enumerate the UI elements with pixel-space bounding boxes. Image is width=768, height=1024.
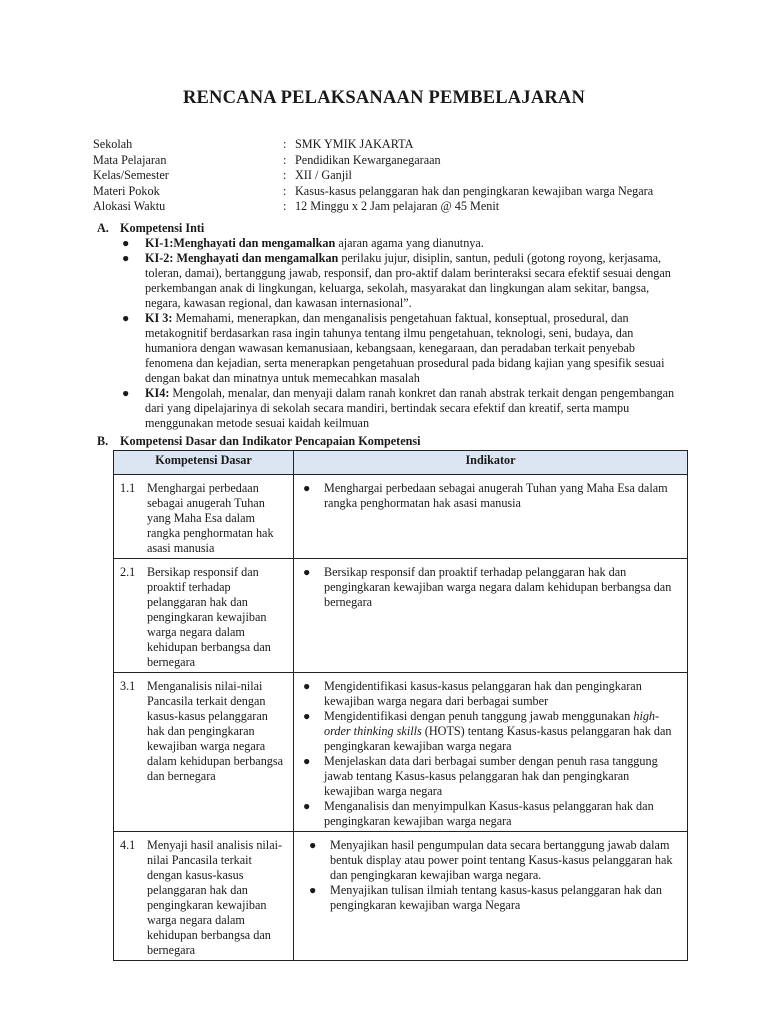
indikator-text: Menyajikan hasil pengumpulan data secara bertanggung jawab dalam bentuk display atau power point tentang Kasus-kasus pelanggaran hak dan pengingkaran kewajiban warga negara. [330,838,673,882]
column-header-kd: Kompetensi Dasar [114,451,294,475]
list-item [300,481,681,511]
info-row [93,184,653,200]
info-value: 12 Minggu x 2 Jam pelajaran @ 45 Menit [295,199,500,213]
indikator-text-part: (HOTS) tentang Kasus-kasus pelanggaran hak dan pengingkaran kewajiban warga negara [324,724,672,753]
info-label: Materi Pokok [93,183,160,198]
table-row [114,475,688,559]
ki-label: KI-2: Menghayati dan mengamalkan [145,251,339,265]
list-item [306,883,681,913]
section-letter: A. [97,221,109,235]
indikator-cell [294,475,688,559]
list-item [300,754,681,799]
table-row [114,559,688,673]
info-row [93,199,653,215]
indikator-text: Menghargai perbedaan sebagai anugerah Tuhan yang Maha Esa dalam rangka penghormatan hak asasi manusia [324,481,668,510]
page-title: RENCANA PELAKSANAAN PEMBELAJARAN [182,88,586,108]
kd-number: 1.1 [120,481,136,495]
list-item [120,236,680,251]
indikator-text: Menyajikan tulisan ilmiah tentang kasus-kasus pelanggaran hak dan pengingkaran kewajiban warga Negara [330,883,663,912]
indikator-text-part: Mengidentifikasi dengan penuh tanggung jawab menggunakan [324,709,634,723]
section-title: Kompetensi Dasar dan Indikator Pencapaian Kompetensi [120,434,421,448]
indikator-cell [294,673,688,832]
ki-text: Memahami, menerapkan, dan menganalisis pengetahuan faktual, konseptual, prosedural, dan metakognitif berdasarkan rasa ingin tahunya tentang ilmu pengetahuan, teknologi, seni, budaya, dan humaniora dengan wawasan kemanusiaan, kebangsaan, kenegaraan, dan peradaban terkait penyebab fenomena dan kejadian, serta menerapkan pengetahuan prosedural pada bidang kajian yang spesifik sesuai dengan bakat dan minatnya untuk memecahkan masalah [145,311,665,385]
kd-text: Menghargai perbedaan sebagai anugerah Tuhan yang Maha Esa dalam rangka penghormatan hak asasi manusia [147,481,274,555]
kd-cell [114,832,294,961]
info-block [93,137,653,215]
indikator-cell [294,832,688,961]
info-row [93,137,653,153]
info-label: Sekolah [93,137,133,151]
ki-text: perilaku jujur, disiplin, santun, peduli (gotong royong, kerjasama, toleran, damai), bertanggung jawab, responsif, dan pro-aktif dalam berinteraksi secara efektif sesuai dengan perkembangan anak di lingkungan, keluarga, sekolah, masyarakat dan lingkungan alam sekitar, bangsa, negara, kawasan regional, dan kawasan internasional”. [145,251,671,310]
column-header-indikator: Indikator [294,451,688,475]
info-separator: : [283,137,287,151]
list-item [306,838,681,883]
kd-number: 4.1 [120,838,136,852]
kd-text: Menyaji hasil analisis nilai-nilai Pancasila terkait dengan kasus-kasus pelanggaran hak dan pengingkaran kewajiban warga negara dalam kehidupan berbangsa dan bernegara [147,838,283,957]
kd-cell [114,559,294,673]
kd-cell [114,673,294,832]
ki-text: Mengolah, menalar, dan menyaji dalam ranah konkret dan ranah abstrak terkait dengan pengembangan dari yang dipelajarinya di sekolah secara mandiri, bertindak secara efektif dan kreatif, serta mampu menggunakan metode sesuai kaidah keilmuan [145,386,675,430]
info-value: SMK YMIK JAKARTA [295,137,414,151]
bullet-icon: ● [122,251,130,265]
info-value: XII / Ganjil [295,168,352,182]
bullet-icon: ● [303,799,311,813]
info-label: Mata Pelajaran [93,152,167,167]
indikator-text: Bersikap responsif dan proaktif terhadap pelanggaran hak dan pengingkaran kewajiban warga negara dalam kehidupan berbangsa dan bernegara [324,565,672,609]
list-item [120,386,680,431]
table-row [114,832,688,961]
bullet-icon: ● [303,481,311,495]
info-separator: : [283,199,287,213]
indikator-text: Menganalisis dan menyimpulkan Kasus-kasus pelanggaran hak dan pengingkaran kewajiban warga negara [324,799,654,828]
bullet-icon: ● [309,838,317,852]
ki-label: KI 3: [145,311,173,325]
info-separator: : [283,168,287,182]
info-row [93,153,653,169]
ki-label: KI-1:Menghayati dan mengamalkan [145,236,336,250]
info-value: Pendidikan Kewarganegaraan [295,152,441,167]
bullet-icon: ● [303,679,311,693]
indikator-cell [294,559,688,673]
bullet-icon: ● [303,754,311,768]
section-title: Kompetensi Inti [120,221,205,235]
list-item [120,311,680,386]
bullet-icon: ● [303,709,311,723]
table-row [114,673,688,832]
table-header-row [114,451,688,475]
indikator-text [324,709,672,753]
kd-cell [114,475,294,559]
list-item [300,709,681,754]
ki-label: KI4: [145,386,170,400]
indikator-text-italic: high-order thinking skills [324,709,660,738]
info-label: Kelas/Semester [93,168,169,182]
bullet-icon: ● [122,311,130,325]
list-item [300,679,681,709]
section-letter: B. [97,434,109,448]
info-row [93,168,653,184]
info-separator: : [283,152,287,167]
bullet-icon: ● [122,386,130,400]
kompetensi-inti-list [120,236,680,431]
kd-number: 3.1 [120,679,136,693]
kd-text: Menganalisis nilai-nilai Pancasila terkait dengan kasus-kasus pelanggaran hak dan pengingkaran kewajiban warga negara dalam kehidupan berbangsa dan bernegara [147,679,284,783]
list-item [300,565,681,610]
kd-number: 2.1 [120,565,136,579]
indikator-text: Mengidentifikasi kasus-kasus pelanggaran hak dan pengingkaran kewajiban warga negara dari berbagai sumber [324,679,642,708]
section-b-heading [97,434,421,449]
kd-text: Bersikap responsif dan proaktif terhadap pelanggaran hak dan pengingkaran kewajiban warga negara dalam kehidupan berbangsa dan bernegara [147,565,271,669]
info-label: Alokasi Waktu [93,199,166,213]
ki-text: ajaran agama yang dianutnya. [335,236,484,250]
list-item [300,799,681,829]
competency-table [113,450,688,961]
indikator-text: Menjelaskan data dari berbagai sumber dengan penuh rasa tanggung jawab tentang Kasus-kasus pelanggaran hak dan pengingkaran kewajiban warga negara [324,754,658,798]
info-value: Kasus-kasus pelanggaran hak dan pengingkaran kewajiban warga Negara [295,183,654,198]
bullet-icon: ● [122,236,130,250]
bullet-icon: ● [309,883,317,897]
info-separator: : [283,183,287,198]
section-a-heading [97,221,204,236]
bullet-icon: ● [303,565,311,579]
list-item [120,251,680,311]
